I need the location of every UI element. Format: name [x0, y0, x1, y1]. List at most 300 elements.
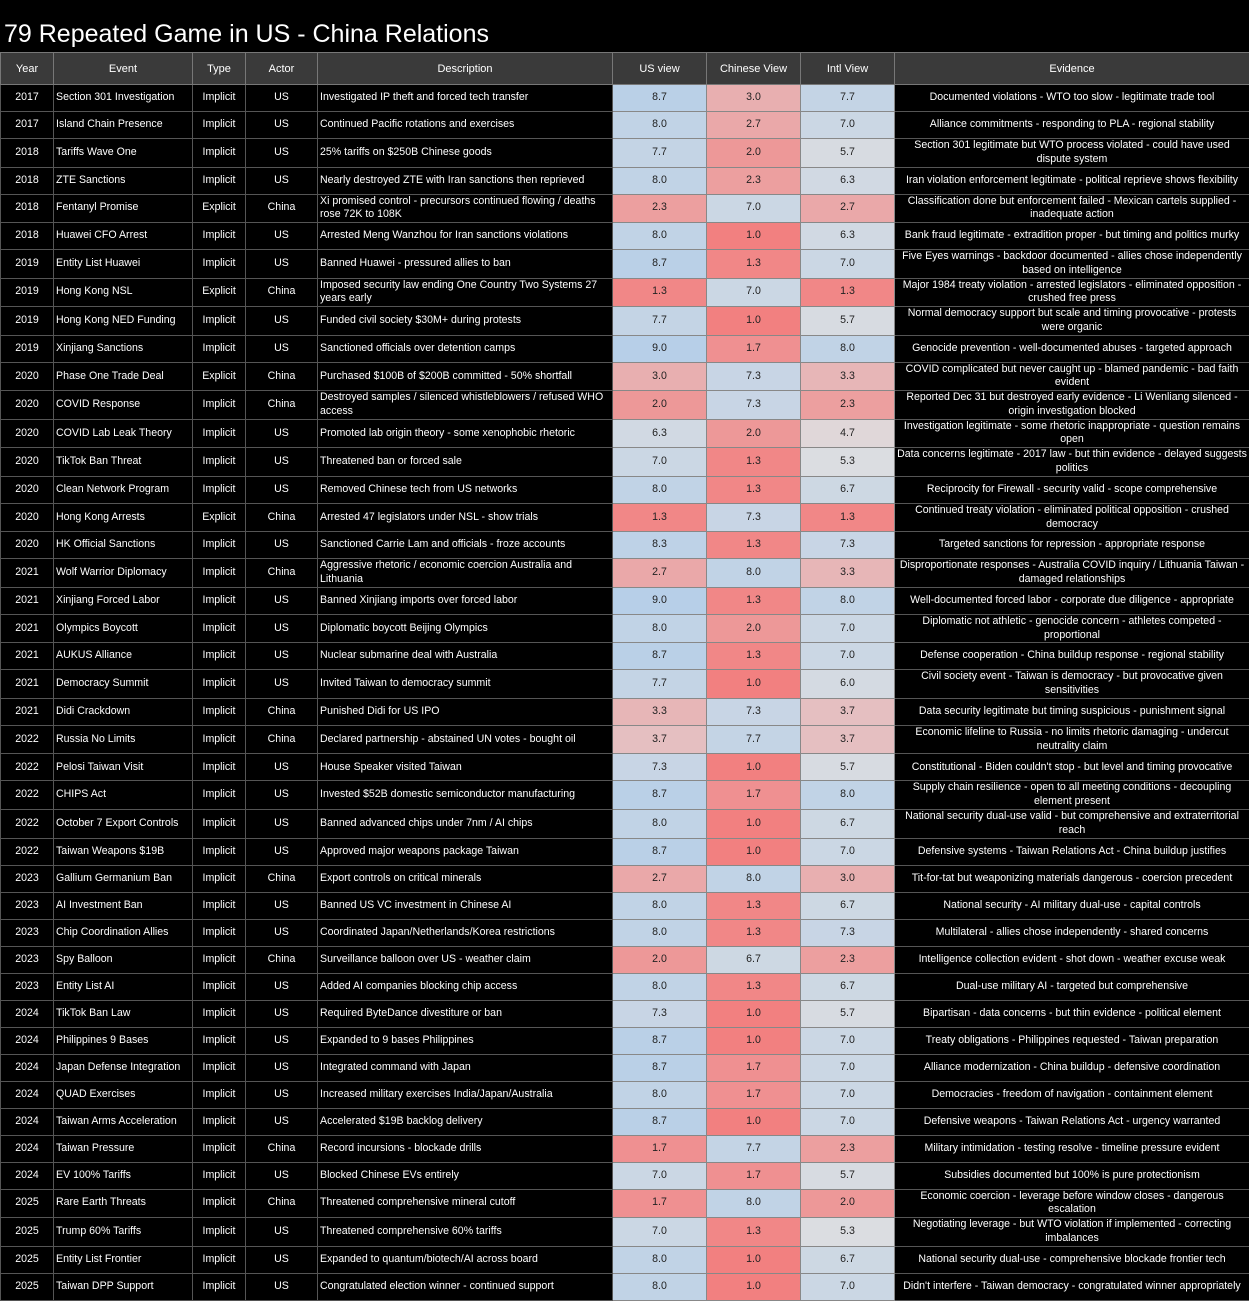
type-cell[interactable]: Implicit	[193, 1000, 246, 1027]
actor-cell[interactable]: US	[246, 532, 318, 559]
type-cell[interactable]: Implicit	[193, 85, 246, 112]
evidence-cell[interactable]: National security - AI military dual-use - capital controls	[895, 892, 1249, 919]
chinese-view-cell[interactable]: 2.3	[707, 167, 801, 194]
year-cell[interactable]: 2021	[1, 614, 54, 643]
us-view-cell[interactable]: 8.7	[613, 85, 707, 112]
description-cell[interactable]: Threatened comprehensive mineral cutoff	[318, 1189, 613, 1218]
event-cell[interactable]: Taiwan Arms Acceleration	[54, 1108, 193, 1135]
column-header-event[interactable]: Event	[54, 53, 193, 85]
chinese-view-cell[interactable]: 1.0	[707, 809, 801, 838]
evidence-cell[interactable]: Disproportionate responses - Australia COVID inquiry / Lithuania Taiwan - damaged relationships	[895, 559, 1249, 588]
us-view-cell[interactable]: 7.7	[613, 307, 707, 336]
evidence-cell[interactable]: Constitutional - Biden couldn't stop - but level and timing provocative	[895, 754, 1249, 781]
type-cell[interactable]: Implicit	[193, 614, 246, 643]
event-cell[interactable]: HK Official Sanctions	[54, 532, 193, 559]
actor-cell[interactable]: US	[246, 1054, 318, 1081]
actor-cell[interactable]: US	[246, 670, 318, 699]
description-cell[interactable]: Invested $52B domestic semiconductor manufacturing	[318, 781, 613, 810]
description-cell[interactable]: Invited Taiwan to democracy summit	[318, 670, 613, 699]
us-view-cell[interactable]: 8.0	[613, 1081, 707, 1108]
evidence-cell[interactable]: COVID complicated but never caught up - blamed pandemic - bad faith evident	[895, 362, 1249, 391]
description-cell[interactable]: Investigated IP theft and forced tech transfer	[318, 85, 613, 112]
evidence-cell[interactable]: Targeted sanctions for repression - appropriate response	[895, 532, 1249, 559]
event-cell[interactable]: Hong Kong Arrests	[54, 503, 193, 532]
description-cell[interactable]: Arrested 47 legislators under NSL - show trials	[318, 503, 613, 532]
type-cell[interactable]: Implicit	[193, 973, 246, 1000]
year-cell[interactable]: 2024	[1, 1081, 54, 1108]
type-cell[interactable]: Implicit	[193, 167, 246, 194]
type-cell[interactable]: Implicit	[193, 698, 246, 725]
us-view-cell[interactable]: 1.7	[613, 1189, 707, 1218]
type-cell[interactable]: Implicit	[193, 250, 246, 279]
actor-cell[interactable]: China	[246, 559, 318, 588]
intl-view-cell[interactable]: 7.0	[801, 1273, 895, 1300]
actor-cell[interactable]: China	[246, 278, 318, 307]
year-cell[interactable]: 2019	[1, 307, 54, 336]
us-view-cell[interactable]: 8.0	[613, 1246, 707, 1273]
actor-cell[interactable]: China	[246, 391, 318, 420]
us-view-cell[interactable]: 8.7	[613, 1027, 707, 1054]
actor-cell[interactable]: China	[246, 946, 318, 973]
event-cell[interactable]: Didi Crackdown	[54, 698, 193, 725]
chinese-view-cell[interactable]: 1.0	[707, 838, 801, 865]
type-cell[interactable]: Implicit	[193, 532, 246, 559]
us-view-cell[interactable]: 8.0	[613, 223, 707, 250]
year-cell[interactable]: 2022	[1, 725, 54, 754]
actor-cell[interactable]: China	[246, 698, 318, 725]
type-cell[interactable]: Implicit	[193, 946, 246, 973]
us-view-cell[interactable]: 8.0	[613, 973, 707, 1000]
chinese-view-cell[interactable]: 1.0	[707, 223, 801, 250]
us-view-cell[interactable]: 8.7	[613, 838, 707, 865]
year-cell[interactable]: 2025	[1, 1218, 54, 1247]
actor-cell[interactable]: China	[246, 194, 318, 223]
event-cell[interactable]: Xinjiang Sanctions	[54, 335, 193, 362]
intl-view-cell[interactable]: 1.3	[801, 503, 895, 532]
description-cell[interactable]: Threatened ban or forced sale	[318, 448, 613, 477]
year-cell[interactable]: 2019	[1, 250, 54, 279]
type-cell[interactable]: Explicit	[193, 362, 246, 391]
actor-cell[interactable]: US	[246, 1162, 318, 1189]
evidence-cell[interactable]: Diplomatic not athletic - genocide concern - athletes competed - proportional	[895, 614, 1249, 643]
year-cell[interactable]: 2020	[1, 362, 54, 391]
chinese-view-cell[interactable]: 3.0	[707, 85, 801, 112]
us-view-cell[interactable]: 2.3	[613, 194, 707, 223]
description-cell[interactable]: Nuclear submarine deal with Australia	[318, 643, 613, 670]
event-cell[interactable]: Entity List AI	[54, 973, 193, 1000]
us-view-cell[interactable]: 7.3	[613, 754, 707, 781]
us-view-cell[interactable]: 8.3	[613, 532, 707, 559]
type-cell[interactable]: Implicit	[193, 919, 246, 946]
description-cell[interactable]: Increased military exercises India/Japan/Australia	[318, 1081, 613, 1108]
us-view-cell[interactable]: 9.0	[613, 335, 707, 362]
actor-cell[interactable]: China	[246, 865, 318, 892]
description-cell[interactable]: House Speaker visited Taiwan	[318, 754, 613, 781]
description-cell[interactable]: Purchased $100B of $200B committed - 50% shortfall	[318, 362, 613, 391]
intl-view-cell[interactable]: 7.0	[801, 1081, 895, 1108]
chinese-view-cell[interactable]: 1.3	[707, 476, 801, 503]
chinese-view-cell[interactable]: 1.7	[707, 1054, 801, 1081]
description-cell[interactable]: Nearly destroyed ZTE with Iran sanctions then reprieved	[318, 167, 613, 194]
year-cell[interactable]: 2023	[1, 892, 54, 919]
event-cell[interactable]: Huawei CFO Arrest	[54, 223, 193, 250]
type-cell[interactable]: Implicit	[193, 1162, 246, 1189]
evidence-cell[interactable]: Defense cooperation - China buildup response - regional stability	[895, 643, 1249, 670]
evidence-cell[interactable]: Economic coercion - leverage before window closes - dangerous escalation	[895, 1189, 1249, 1218]
evidence-cell[interactable]: National security dual-use - comprehensive blockade frontier tech	[895, 1246, 1249, 1273]
event-cell[interactable]: AI Investment Ban	[54, 892, 193, 919]
evidence-cell[interactable]: Reciprocity for Firewall - security valid - scope comprehensive	[895, 476, 1249, 503]
year-cell[interactable]: 2025	[1, 1246, 54, 1273]
evidence-cell[interactable]: Defensive systems - Taiwan Relations Act - China buildup justifies	[895, 838, 1249, 865]
actor-cell[interactable]: US	[246, 919, 318, 946]
type-cell[interactable]: Implicit	[193, 838, 246, 865]
intl-view-cell[interactable]: 8.0	[801, 781, 895, 810]
chinese-view-cell[interactable]: 1.3	[707, 919, 801, 946]
chinese-view-cell[interactable]: 1.3	[707, 532, 801, 559]
chinese-view-cell[interactable]: 2.0	[707, 419, 801, 448]
type-cell[interactable]: Implicit	[193, 391, 246, 420]
intl-view-cell[interactable]: 5.7	[801, 754, 895, 781]
chinese-view-cell[interactable]: 7.0	[707, 194, 801, 223]
chinese-view-cell[interactable]: 1.0	[707, 670, 801, 699]
us-view-cell[interactable]: 8.7	[613, 1054, 707, 1081]
us-view-cell[interactable]: 8.0	[613, 809, 707, 838]
intl-view-cell[interactable]: 7.3	[801, 532, 895, 559]
intl-view-cell[interactable]: 7.0	[801, 614, 895, 643]
evidence-cell[interactable]: Major 1984 treaty violation - arrested legislators - eliminated opposition - crushed free press	[895, 278, 1249, 307]
event-cell[interactable]: Tariffs Wave One	[54, 139, 193, 168]
chinese-view-cell[interactable]: 1.7	[707, 335, 801, 362]
evidence-cell[interactable]: Supply chain resilience - open to all meeting conditions - decoupling element present	[895, 781, 1249, 810]
actor-cell[interactable]: US	[246, 1246, 318, 1273]
intl-view-cell[interactable]: 5.7	[801, 1162, 895, 1189]
event-cell[interactable]: Taiwan DPP Support	[54, 1273, 193, 1300]
evidence-cell[interactable]: Multilateral - allies chose independently - shared concerns	[895, 919, 1249, 946]
year-cell[interactable]: 2020	[1, 419, 54, 448]
description-cell[interactable]: Required ByteDance divestiture or ban	[318, 1000, 613, 1027]
description-cell[interactable]: Expanded to quantum/biotech/AI across board	[318, 1246, 613, 1273]
intl-view-cell[interactable]: 5.3	[801, 448, 895, 477]
event-cell[interactable]: TikTok Ban Threat	[54, 448, 193, 477]
actor-cell[interactable]: US	[246, 1108, 318, 1135]
us-view-cell[interactable]: 8.7	[613, 1108, 707, 1135]
type-cell[interactable]: Implicit	[193, 139, 246, 168]
evidence-cell[interactable]: Bank fraud legitimate - extradition proper - but timing and politics murky	[895, 223, 1249, 250]
chinese-view-cell[interactable]: 7.3	[707, 503, 801, 532]
description-cell[interactable]: Diplomatic boycott Beijing Olympics	[318, 614, 613, 643]
chinese-view-cell[interactable]: 7.7	[707, 1135, 801, 1162]
year-cell[interactable]: 2022	[1, 781, 54, 810]
us-view-cell[interactable]: 8.0	[613, 892, 707, 919]
intl-view-cell[interactable]: 6.7	[801, 1246, 895, 1273]
year-cell[interactable]: 2022	[1, 754, 54, 781]
actor-cell[interactable]: China	[246, 362, 318, 391]
event-cell[interactable]: Clean Network Program	[54, 476, 193, 503]
year-cell[interactable]: 2021	[1, 559, 54, 588]
actor-cell[interactable]: US	[246, 1273, 318, 1300]
evidence-cell[interactable]: Continued treaty violation - eliminated political opposition - crushed democracy	[895, 503, 1249, 532]
intl-view-cell[interactable]: 6.0	[801, 670, 895, 699]
year-cell[interactable]: 2022	[1, 809, 54, 838]
actor-cell[interactable]: China	[246, 725, 318, 754]
type-cell[interactable]: Implicit	[193, 1189, 246, 1218]
description-cell[interactable]: Integrated command with Japan	[318, 1054, 613, 1081]
year-cell[interactable]: 2023	[1, 946, 54, 973]
event-cell[interactable]: AUKUS Alliance	[54, 643, 193, 670]
evidence-cell[interactable]: Normal democracy support but scale and timing provocative - protests were organic	[895, 307, 1249, 336]
intl-view-cell[interactable]: 2.3	[801, 946, 895, 973]
type-cell[interactable]: Implicit	[193, 419, 246, 448]
evidence-cell[interactable]: Defensive weapons - Taiwan Relations Act - urgency warranted	[895, 1108, 1249, 1135]
description-cell[interactable]: Sanctioned Carrie Lam and officials - froze accounts	[318, 532, 613, 559]
intl-view-cell[interactable]: 5.7	[801, 1000, 895, 1027]
chinese-view-cell[interactable]: 1.7	[707, 781, 801, 810]
type-cell[interactable]: Implicit	[193, 1108, 246, 1135]
type-cell[interactable]: Implicit	[193, 307, 246, 336]
event-cell[interactable]: Hong Kong NED Funding	[54, 307, 193, 336]
evidence-cell[interactable]: National security dual-use valid - but comprehensive and extraterritorial reach	[895, 809, 1249, 838]
type-cell[interactable]: Implicit	[193, 670, 246, 699]
type-cell[interactable]: Implicit	[193, 559, 246, 588]
chinese-view-cell[interactable]: 7.3	[707, 698, 801, 725]
evidence-cell[interactable]: Well-documented forced labor - corporate due diligence - appropriate	[895, 587, 1249, 614]
chinese-view-cell[interactable]: 2.0	[707, 614, 801, 643]
intl-view-cell[interactable]: 7.0	[801, 1054, 895, 1081]
actor-cell[interactable]: US	[246, 250, 318, 279]
us-view-cell[interactable]: 1.3	[613, 503, 707, 532]
event-cell[interactable]: Island Chain Presence	[54, 112, 193, 139]
us-view-cell[interactable]: 7.0	[613, 1162, 707, 1189]
intl-view-cell[interactable]: 7.0	[801, 1108, 895, 1135]
chinese-view-cell[interactable]: 1.0	[707, 754, 801, 781]
us-view-cell[interactable]: 2.7	[613, 559, 707, 588]
evidence-cell[interactable]: Alliance commitments - responding to PLA - regional stability	[895, 112, 1249, 139]
chinese-view-cell[interactable]: 1.0	[707, 1273, 801, 1300]
year-cell[interactable]: 2020	[1, 448, 54, 477]
intl-view-cell[interactable]: 2.7	[801, 194, 895, 223]
intl-view-cell[interactable]: 2.3	[801, 391, 895, 420]
intl-view-cell[interactable]: 7.0	[801, 250, 895, 279]
year-cell[interactable]: 2020	[1, 476, 54, 503]
type-cell[interactable]: Implicit	[193, 865, 246, 892]
year-cell[interactable]: 2018	[1, 223, 54, 250]
event-cell[interactable]: Xinjiang Forced Labor	[54, 587, 193, 614]
type-cell[interactable]: Implicit	[193, 754, 246, 781]
description-cell[interactable]: Added AI companies blocking chip access	[318, 973, 613, 1000]
chinese-view-cell[interactable]: 1.3	[707, 587, 801, 614]
type-cell[interactable]: Implicit	[193, 1218, 246, 1247]
year-cell[interactable]: 2023	[1, 973, 54, 1000]
column-header-chinese-view[interactable]: Chinese View	[707, 53, 801, 85]
event-cell[interactable]: Trump 60% Tariffs	[54, 1218, 193, 1247]
event-cell[interactable]: Rare Earth Threats	[54, 1189, 193, 1218]
description-cell[interactable]: Export controls on critical minerals	[318, 865, 613, 892]
event-cell[interactable]: QUAD Exercises	[54, 1081, 193, 1108]
intl-view-cell[interactable]: 1.3	[801, 278, 895, 307]
actor-cell[interactable]: US	[246, 892, 318, 919]
description-cell[interactable]: Continued Pacific rotations and exercises	[318, 112, 613, 139]
evidence-cell[interactable]: Documented violations - WTO too slow - legitimate trade tool	[895, 85, 1249, 112]
event-cell[interactable]: October 7 Export Controls	[54, 809, 193, 838]
intl-view-cell[interactable]: 7.0	[801, 838, 895, 865]
actor-cell[interactable]: US	[246, 112, 318, 139]
column-header-actor[interactable]: Actor	[246, 53, 318, 85]
intl-view-cell[interactable]: 3.7	[801, 698, 895, 725]
evidence-cell[interactable]: Treaty obligations - Philippines requested - Taiwan preparation	[895, 1027, 1249, 1054]
description-cell[interactable]: Banned advanced chips under 7nm / AI chips	[318, 809, 613, 838]
type-cell[interactable]: Implicit	[193, 1135, 246, 1162]
type-cell[interactable]: Implicit	[193, 643, 246, 670]
event-cell[interactable]: Entity List Frontier	[54, 1246, 193, 1273]
type-cell[interactable]: Implicit	[193, 1246, 246, 1273]
chinese-view-cell[interactable]: 1.0	[707, 1000, 801, 1027]
us-view-cell[interactable]: 7.7	[613, 139, 707, 168]
evidence-cell[interactable]: Data concerns legitimate - 2017 law - but thin evidence - delayed suggests politics	[895, 448, 1249, 477]
actor-cell[interactable]: US	[246, 643, 318, 670]
actor-cell[interactable]: US	[246, 1081, 318, 1108]
us-view-cell[interactable]: 9.0	[613, 587, 707, 614]
type-cell[interactable]: Implicit	[193, 1273, 246, 1300]
evidence-cell[interactable]: Five Eyes warnings - backdoor documented - allies chose independently based on intelligence	[895, 250, 1249, 279]
column-header-evidence[interactable]: Evidence	[895, 53, 1249, 85]
actor-cell[interactable]: US	[246, 614, 318, 643]
evidence-cell[interactable]: Classification done but enforcement failed - Mexican cartels supplied - inadequate action	[895, 194, 1249, 223]
event-cell[interactable]: Entity List Huawei	[54, 250, 193, 279]
column-header-intl-view[interactable]: Intl View	[801, 53, 895, 85]
description-cell[interactable]: Threatened comprehensive 60% tariffs	[318, 1218, 613, 1247]
type-cell[interactable]: Implicit	[193, 335, 246, 362]
year-cell[interactable]: 2025	[1, 1189, 54, 1218]
description-cell[interactable]: Xi promised control - precursors continued flowing / deaths rose 72K to 108K	[318, 194, 613, 223]
evidence-cell[interactable]: Civil society event - Taiwan is democracy - but provocative given sensitivities	[895, 670, 1249, 699]
description-cell[interactable]: Arrested Meng Wanzhou for Iran sanctions violations	[318, 223, 613, 250]
description-cell[interactable]: Declared partnership - abstained UN votes - bought oil	[318, 725, 613, 754]
us-view-cell[interactable]: 3.3	[613, 698, 707, 725]
type-cell[interactable]: Implicit	[193, 781, 246, 810]
actor-cell[interactable]: China	[246, 1189, 318, 1218]
actor-cell[interactable]: US	[246, 85, 318, 112]
actor-cell[interactable]: US	[246, 335, 318, 362]
chinese-view-cell[interactable]: 7.7	[707, 725, 801, 754]
us-view-cell[interactable]: 8.0	[613, 1273, 707, 1300]
actor-cell[interactable]: China	[246, 1135, 318, 1162]
evidence-cell[interactable]: Genocide prevention - well-documented abuses - targeted approach	[895, 335, 1249, 362]
description-cell[interactable]: Funded civil society $30M+ during protests	[318, 307, 613, 336]
year-cell[interactable]: 2024	[1, 1027, 54, 1054]
event-cell[interactable]: COVID Lab Leak Theory	[54, 419, 193, 448]
actor-cell[interactable]: US	[246, 1218, 318, 1247]
type-cell[interactable]: Implicit	[193, 223, 246, 250]
intl-view-cell[interactable]: 7.0	[801, 112, 895, 139]
type-cell[interactable]: Explicit	[193, 503, 246, 532]
year-cell[interactable]: 2018	[1, 139, 54, 168]
intl-view-cell[interactable]: 6.7	[801, 476, 895, 503]
intl-view-cell[interactable]: 6.7	[801, 973, 895, 1000]
us-view-cell[interactable]: 8.0	[613, 614, 707, 643]
intl-view-cell[interactable]: 8.0	[801, 587, 895, 614]
year-cell[interactable]: 2023	[1, 865, 54, 892]
event-cell[interactable]: Spy Balloon	[54, 946, 193, 973]
column-header-us-view[interactable]: US view	[613, 53, 707, 85]
us-view-cell[interactable]: 8.0	[613, 919, 707, 946]
column-header-description[interactable]: Description	[318, 53, 613, 85]
type-cell[interactable]: Implicit	[193, 809, 246, 838]
description-cell[interactable]: Imposed security law ending One Country Two Systems 27 years early	[318, 278, 613, 307]
chinese-view-cell[interactable]: 1.7	[707, 1081, 801, 1108]
evidence-cell[interactable]: Alliance modernization - China buildup - defensive coordination	[895, 1054, 1249, 1081]
actor-cell[interactable]: US	[246, 587, 318, 614]
intl-view-cell[interactable]: 6.7	[801, 892, 895, 919]
evidence-cell[interactable]: Negotiating leverage - but WTO violation if implemented - correcting imbalances	[895, 1218, 1249, 1247]
chinese-view-cell[interactable]: 2.0	[707, 139, 801, 168]
intl-view-cell[interactable]: 3.3	[801, 559, 895, 588]
evidence-cell[interactable]: Economic lifeline to Russia - no limits rhetoric damaging - undercut neutrality claim	[895, 725, 1249, 754]
evidence-cell[interactable]: Data security legitimate but timing suspicious - punishment signal	[895, 698, 1249, 725]
year-cell[interactable]: 2020	[1, 391, 54, 420]
event-cell[interactable]: Hong Kong NSL	[54, 278, 193, 307]
intl-view-cell[interactable]: 5.7	[801, 307, 895, 336]
actor-cell[interactable]: China	[246, 503, 318, 532]
event-cell[interactable]: Wolf Warrior Diplomacy	[54, 559, 193, 588]
event-cell[interactable]: Olympics Boycott	[54, 614, 193, 643]
type-cell[interactable]: Implicit	[193, 476, 246, 503]
us-view-cell[interactable]: 1.7	[613, 1135, 707, 1162]
actor-cell[interactable]: US	[246, 139, 318, 168]
chinese-view-cell[interactable]: 8.0	[707, 1189, 801, 1218]
year-cell[interactable]: 2024	[1, 1054, 54, 1081]
us-view-cell[interactable]: 8.7	[613, 250, 707, 279]
chinese-view-cell[interactable]: 7.3	[707, 391, 801, 420]
event-cell[interactable]: Japan Defense Integration	[54, 1054, 193, 1081]
us-view-cell[interactable]: 8.0	[613, 112, 707, 139]
us-view-cell[interactable]: 8.7	[613, 781, 707, 810]
us-view-cell[interactable]: 6.3	[613, 419, 707, 448]
evidence-cell[interactable]: Reported Dec 31 but destroyed early evidence - Li Wenliang silenced - origin investigation blocked	[895, 391, 1249, 420]
chinese-view-cell[interactable]: 7.3	[707, 362, 801, 391]
us-view-cell[interactable]: 2.0	[613, 946, 707, 973]
event-cell[interactable]: COVID Response	[54, 391, 193, 420]
event-cell[interactable]: ZTE Sanctions	[54, 167, 193, 194]
description-cell[interactable]: Banned US VC investment in Chinese AI	[318, 892, 613, 919]
event-cell[interactable]: Phase One Trade Deal	[54, 362, 193, 391]
event-cell[interactable]: Fentanyl Promise	[54, 194, 193, 223]
intl-view-cell[interactable]: 6.3	[801, 167, 895, 194]
event-cell[interactable]: Gallium Germanium Ban	[54, 865, 193, 892]
year-cell[interactable]: 2021	[1, 643, 54, 670]
type-cell[interactable]: Implicit	[193, 1054, 246, 1081]
intl-view-cell[interactable]: 5.7	[801, 139, 895, 168]
us-view-cell[interactable]: 3.0	[613, 362, 707, 391]
intl-view-cell[interactable]: 5.3	[801, 1218, 895, 1247]
event-cell[interactable]: Taiwan Weapons $19B	[54, 838, 193, 865]
actor-cell[interactable]: US	[246, 167, 318, 194]
evidence-cell[interactable]: Iran violation enforcement legitimate - political reprieve shows flexibility	[895, 167, 1249, 194]
description-cell[interactable]: Record incursions - blockade drills	[318, 1135, 613, 1162]
type-cell[interactable]: Implicit	[193, 892, 246, 919]
evidence-cell[interactable]: Section 301 legitimate but WTO process violated - could have used dispute system	[895, 139, 1249, 168]
year-cell[interactable]: 2018	[1, 167, 54, 194]
actor-cell[interactable]: US	[246, 1027, 318, 1054]
year-cell[interactable]: 2024	[1, 1108, 54, 1135]
intl-view-cell[interactable]: 7.7	[801, 85, 895, 112]
event-cell[interactable]: CHIPS Act	[54, 781, 193, 810]
column-header-type[interactable]: Type	[193, 53, 246, 85]
year-cell[interactable]: 2018	[1, 194, 54, 223]
chinese-view-cell[interactable]: 1.3	[707, 1218, 801, 1247]
type-cell[interactable]: Implicit	[193, 112, 246, 139]
evidence-cell[interactable]: Military intimidation - testing resolve - timeline pressure evident	[895, 1135, 1249, 1162]
